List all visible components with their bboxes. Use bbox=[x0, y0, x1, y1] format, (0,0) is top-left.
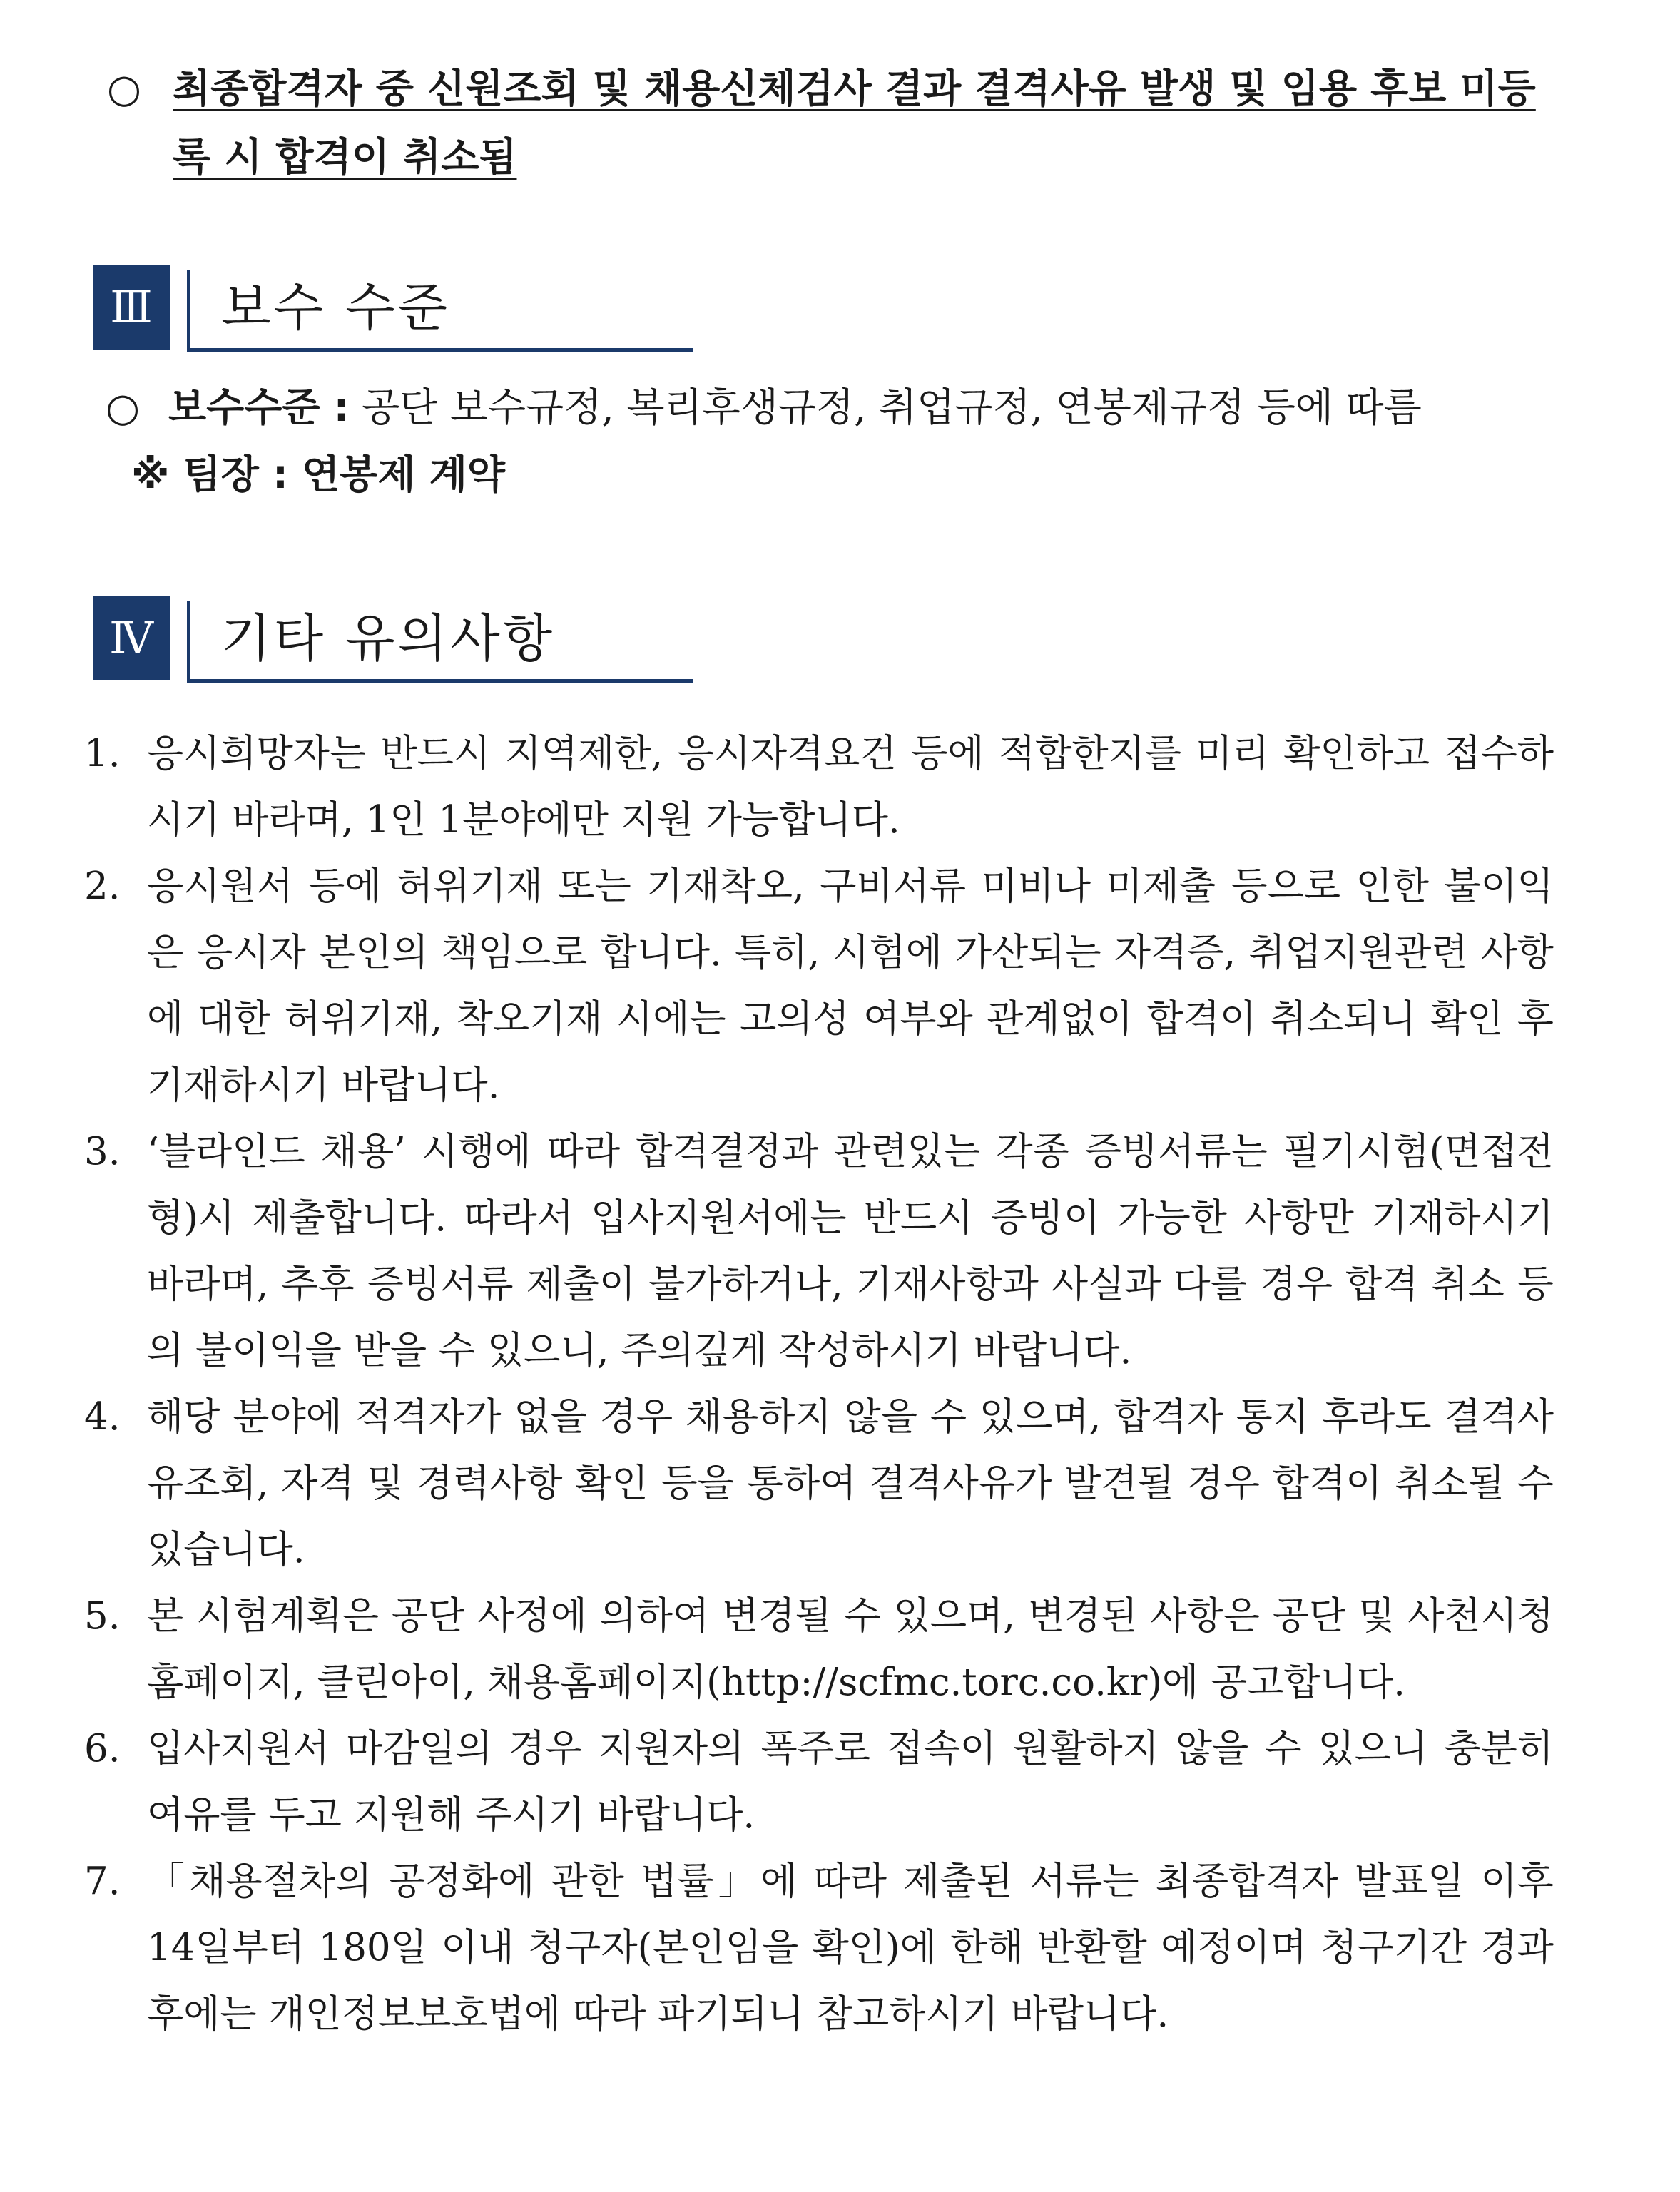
item-number: 4. bbox=[84, 1395, 121, 1439]
section-4-divider bbox=[187, 601, 190, 682]
item-text: 응시원서 등에 허위기재 또는 기재착오, 구비서류 미비나 미제출 등으로 인한 불이익은 응시자 본인의 책임으로 합니다. 특히, 시험에 가산되는 자격증, 취업지원관련 사항에 대한 허위기재, 착오기재 시에는 고의성 여부와 관계없이 합격이 취소되니 확인 후 기재하시기 바랍니다. bbox=[147, 865, 1554, 1107]
item-number: 1. bbox=[84, 732, 121, 775]
item-number: 7. bbox=[84, 1860, 121, 1903]
list-item bbox=[84, 1848, 1554, 2047]
section-3-title: 보수 수준 bbox=[221, 277, 451, 337]
section-3-underline bbox=[187, 348, 693, 352]
pay-level-label: 보수수준 : bbox=[168, 384, 350, 430]
item-text: 해당 분야에 적격자가 없을 경우 채용하지 않을 수 있으며, 합격자 통지 후라도 결격사유조회, 자격 및 경력사항 확인 등을 통하여 결격사유가 발견될 경우 합격이 취소될 수 있습니다. bbox=[147, 1395, 1554, 1571]
item-number: 3. bbox=[84, 1130, 121, 1173]
list-item bbox=[84, 1716, 1554, 1848]
list-item bbox=[84, 853, 1554, 1118]
section-4-title: 기타 유의사항 bbox=[221, 608, 556, 668]
list-item bbox=[84, 1118, 1554, 1384]
pay-level-line bbox=[106, 375, 1554, 439]
section-4-number: Ⅳ bbox=[93, 596, 170, 680]
section-4-underline bbox=[187, 679, 693, 683]
final-pass-notice bbox=[107, 54, 1548, 191]
section-3-number: Ⅲ bbox=[93, 265, 170, 350]
item-text: ‘블라인드 채용’ 시행에 따라 합격결정과 관련있는 각종 증빙서류는 필기시험(면접전형)시 제출합니다. 따라서 입사지원서에는 반드시 증빙이 가능한 사항만 기재하시기 바라며, 추후 증빙서류 제출이 불가하거나, 기재사항과 사실과 다를 경우 합격 취소 등의 불이익을 받을 수 있으니, 주의깊게 작성하시기 바랍니다. bbox=[147, 1130, 1554, 1372]
item-text: 본 시험계획은 공단 사정에 의하여 변경될 수 있으며, 변경된 사항은 공단 및 사천시청 홈페이지, 클린아이, 채용홈페이지(http://scfmc.torc.co.kr)에 공고합니다. bbox=[147, 1594, 1554, 1704]
item-text: 「채용절차의 공정화에 관한 법률」에 따라 제출된 서류는 최종합격자 발표일 이후 14일부터 180일 이내 청구자(본인임을 확인)에 한해 반환할 예정이며 청구기간 경과 후에는 개인정보보호법에 따라 파기되니 참고하시기 바랍니다. bbox=[147, 1860, 1554, 2036]
list-item bbox=[84, 1384, 1554, 1583]
notes-list bbox=[84, 720, 1554, 2047]
pay-level-text: 공단 보수규정, 복리후생규정, 취업규정, 연봉제규정 등에 따름 bbox=[349, 384, 1422, 430]
list-item bbox=[84, 1583, 1554, 1716]
circle-bullet-icon: ○ bbox=[106, 384, 140, 430]
final-pass-notice-text: 최종합격자 중 신원조회 및 채용신체검사 결과 결격사유 발생 및 임용 후보 미등록 시 합격이 취소됨 bbox=[173, 66, 1536, 180]
team-leader-note: ※ 팀장 : 연봉제 계약 bbox=[131, 452, 505, 497]
section-3-divider bbox=[187, 270, 190, 351]
item-text: 응시희망자는 반드시 지역제한, 응시자격요건 등에 적합한지를 미리 확인하고 접수하시기 바라며, 1인 1분야에만 지원 가능합니다. bbox=[147, 732, 1554, 842]
circle-bullet-icon: ○ bbox=[107, 66, 141, 111]
item-number: 5. bbox=[84, 1594, 121, 1638]
item-number: 6. bbox=[84, 1727, 121, 1770]
list-item bbox=[84, 720, 1554, 853]
item-text: 입사지원서 마감일의 경우 지원자의 폭주로 접속이 원활하지 않을 수 있으니 충분히 여유를 두고 지원해 주시기 바랍니다. bbox=[147, 1727, 1554, 1837]
item-number: 2. bbox=[84, 865, 121, 908]
